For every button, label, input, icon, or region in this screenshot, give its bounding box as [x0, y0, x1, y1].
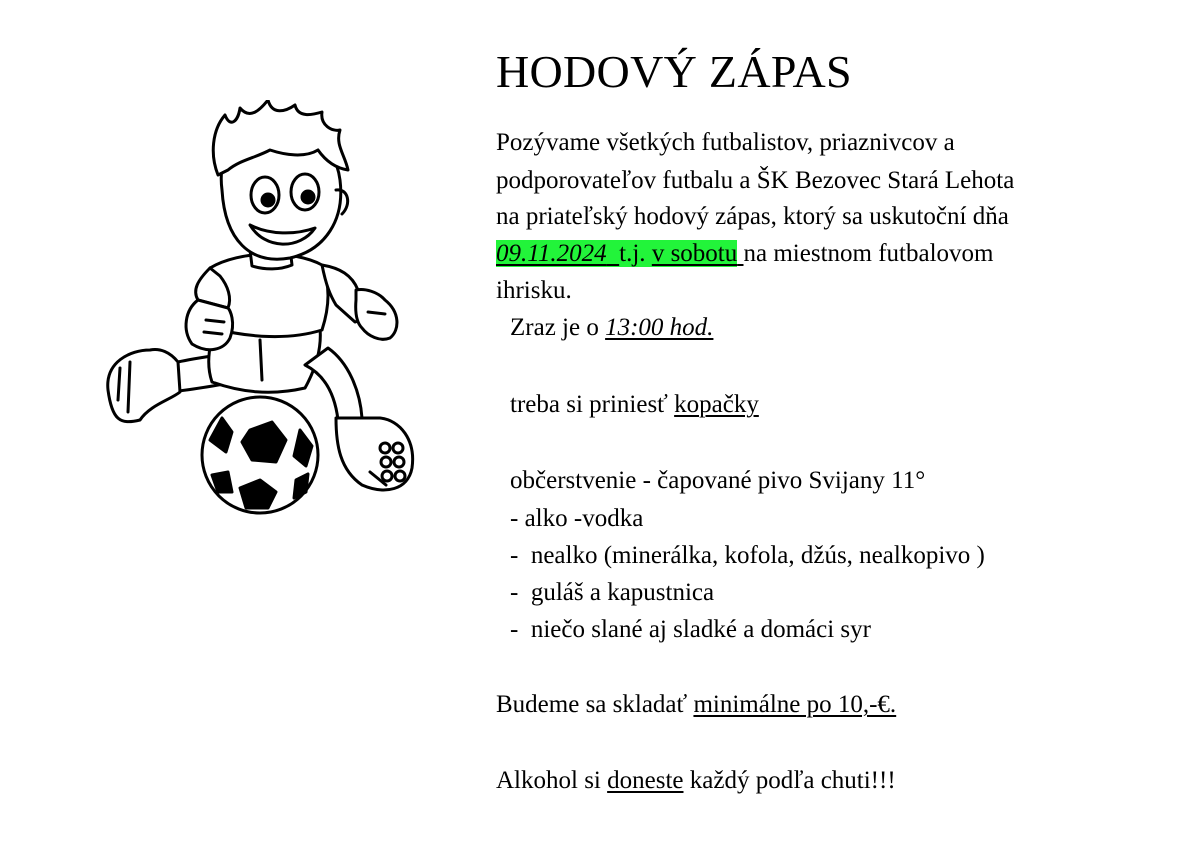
refreshment-item: - niečo slané aj sladké a domáci syr [510, 616, 871, 643]
intro-line-5: ihrisku. [496, 277, 572, 304]
page-title: HODOVÝ ZÁPAS [496, 46, 852, 97]
intro-line-3: na priateľský hodový zápas, ktorý sa uskutoční dňa [496, 203, 1009, 230]
refreshment-item: - nealko (minerálka, kofola, džús, nealkopivo ) [510, 542, 985, 569]
alcohol-line: Alkohol si doneste každý podľa chuti!!! [496, 767, 896, 794]
match-date: 09.11.2024 [496, 240, 607, 267]
meeting-time: 13:00 hod. [605, 314, 714, 341]
match-day: v sobotu [651, 240, 738, 267]
tj-text: t.j. [619, 240, 652, 267]
refreshment-item: - alko -vodka [510, 505, 644, 532]
bring-item: kopačky [674, 391, 759, 418]
intro-line-2: podporovateľov futbalu a ŠK Bezovec Stará Lehota [496, 167, 1015, 194]
bring-line: treba si priniesť kopačky [510, 391, 759, 418]
intro-line-1: Pozývame všetkých futbalistov, priaznivcov a [496, 129, 955, 156]
date-highlight [496, 240, 737, 267]
soccer-boy-icon [100, 100, 430, 520]
contribution-amount: minimálne po 10,-€. [693, 691, 897, 718]
contribution-line: Budeme sa skladať minimálne po 10,-€. [496, 691, 897, 718]
match-place: na miestnom futbalovom [743, 240, 994, 267]
refreshments-header: občerstvenie - čapované pivo Svijany 11° [510, 467, 926, 494]
meeting-line: Zraz je o 13:00 hod. [510, 314, 714, 341]
soccer-boy-illustration [100, 100, 430, 520]
intro-line-4 [496, 237, 993, 271]
alcohol-verb: doneste [607, 767, 684, 794]
refreshment-item: - guláš a kapustnica [510, 579, 715, 606]
